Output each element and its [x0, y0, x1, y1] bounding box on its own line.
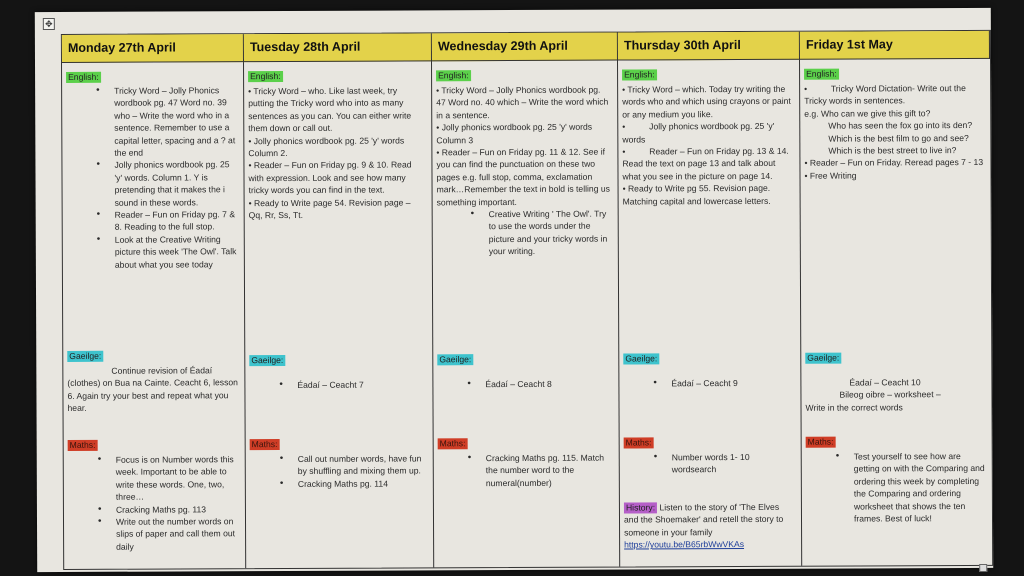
- maths-section: [68, 438, 239, 553]
- gaeilge-section: [623, 352, 794, 390]
- table-resize-handle-icon[interactable]: [979, 564, 987, 572]
- maths-section: [250, 437, 427, 490]
- list-item: • Éadaí – Ceacht 7: [249, 378, 426, 391]
- list-item: • Cracking Maths pg. 115. Match the number word to the numeral(number): [438, 452, 613, 490]
- list-item: • Focus is on Number words this week. Important to be able to write these words. One, two, three…: [68, 453, 239, 503]
- english-line: • Tricky Word – Jolly Phonics wordbook pg. 47 Word no. 40 which – Write the word which in a sentence.: [436, 84, 609, 121]
- header-monday: Monday 27th April: [62, 34, 244, 63]
- english-line: • Tricky Word Dictation- Write out the Tricky words in sentences.: [804, 83, 969, 107]
- list-item: • Creative Writing ' The Owl'. Try to use the words under the picture and your tricky words in your writing.: [441, 208, 612, 258]
- history-section: [624, 501, 795, 551]
- gaeilge-section: [437, 353, 612, 391]
- english-section: [436, 69, 612, 258]
- list-item: • Look at the Creative Writing picture this week 'The Owl'. Talk about what you see today: [67, 233, 238, 271]
- english-label: English:: [248, 71, 283, 82]
- gaeilge-section: [67, 349, 238, 414]
- english-label: English:: [436, 70, 471, 81]
- list-item: • Cracking Maths pg. 113: [68, 503, 239, 516]
- maths-label: Maths:: [68, 440, 98, 451]
- gaeilge-section: [249, 353, 426, 391]
- english-line: • Reader – Fun on Friday. Reread pages 7 - 13: [804, 157, 984, 169]
- header-wednesday: Wednesday 29th April: [432, 33, 618, 62]
- english-line: • Jolly phonics wordbook pg. 25 'y' words: [622, 121, 777, 145]
- english-section: [248, 69, 426, 221]
- english-label: English:: [622, 69, 657, 80]
- gaeilge-line: Write in the correct words: [805, 402, 903, 413]
- list-item: • Éadaí – Ceacht 9: [623, 377, 794, 390]
- maths-label: Maths:: [806, 437, 836, 448]
- english-section: [622, 68, 794, 208]
- english-line: • Reader – Fun on Friday pg. 9 & 10. Read with expression. Look and see how many tricky words you can find in the text.: [248, 159, 412, 196]
- list-item: • Cracking Maths pg. 114: [250, 477, 427, 490]
- youtube-link[interactable]: https://youtu.be/B65rbWwVKAs: [624, 539, 745, 550]
- header-thursday: Thursday 30th April: [618, 32, 800, 61]
- column-friday: [800, 59, 992, 566]
- english-line: • Tricky Word – which. Today try writing the words who and which using crayons or paint or any medium you like.: [622, 83, 791, 120]
- column-monday: [62, 62, 246, 569]
- english-label: English:: [66, 72, 101, 83]
- list-item: • Reader – Fun on Friday pg. 7 & 8. Reading to the full stop.: [67, 208, 238, 234]
- english-line: Which is the best film to go and see?: [828, 132, 969, 144]
- english-line: • Reader – Fun on Friday pg. 13 & 14. Read the text on page 13 and talk about what you see in the picture on page 14.: [622, 145, 792, 182]
- english-line: Who has seen the fox go into its den?: [828, 120, 973, 131]
- english-line: • Ready to Write pg 55. Revision page. Matching capital and lowercase letters.: [622, 183, 771, 207]
- gaeilge-section: [805, 351, 985, 414]
- list-item: • Write out the number words on slips of paper and call them out daily: [68, 515, 239, 553]
- history-label: History:: [624, 502, 657, 513]
- gaeilge-text: Continue revision of Éadaí (clothes) on Bua na Cainte. Ceacht 6, lesson 6. Again try your best and repeat what you hear.: [67, 365, 238, 414]
- english-line: Which is the best street to live in?: [828, 145, 957, 156]
- list-item: • Éadaí – Ceacht 8: [437, 378, 612, 391]
- gaeilge-label: Gaeilge:: [437, 354, 473, 365]
- list-item: • Tricky Word – Jolly Phonics wordbook pg. 47 Word no. 39 who – Write the word who in a sentence. Remember to use a capital letter, spacing and a ? at the end: [66, 84, 237, 159]
- english-line: • Ready to Write page 54. Revision page – Qq, Rr, Ss, Tt.: [248, 197, 411, 221]
- gaeilge-label: Gaeilge:: [805, 353, 841, 364]
- gaeilge-label: Gaeilge:: [67, 351, 103, 362]
- maths-label: Maths:: [438, 438, 468, 449]
- column-wednesday: [432, 61, 620, 568]
- list-item: • Number words 1- 10 wordsearch: [624, 451, 795, 477]
- history-text: Listen to the story of 'The Elves and the Shoemaker' and retell the story to someone in your family: [623, 501, 784, 538]
- document-page: [35, 8, 993, 572]
- english-line: e.g. Who can we give this gift to?: [804, 107, 931, 119]
- gaeilge-label: Gaeilge:: [249, 355, 285, 366]
- english-line: • Tricky Word – who. Like last week, try putting the Tricky word who into as many sentences as you can. You can either write them down or call out.: [248, 85, 412, 134]
- english-label: English:: [804, 69, 839, 80]
- maths-label: Maths:: [624, 437, 654, 448]
- column-thursday: [618, 60, 802, 567]
- gaeilge-line: Bileog oibre – worksheet –: [839, 389, 941, 400]
- list-item: • Call out number words, have fun by shuffling and mixing them up.: [250, 452, 427, 478]
- header-tuesday: Tuesday 28th April: [244, 33, 432, 62]
- english-line: • Jolly phonics wordbook pg. 25 'y' words Column 3: [436, 121, 593, 145]
- table-move-handle-icon[interactable]: ✥: [43, 18, 55, 30]
- english-section: [66, 70, 238, 271]
- maths-section: [806, 435, 986, 525]
- english-line: • Free Writing: [804, 170, 857, 181]
- english-line: • Reader – Fun on Friday pg. 11 & 12. See if you can find the punctuation on these two pages e.g. full stop, comma, exclamation mark…Remember the text in bold is telling us something important.: [436, 146, 610, 207]
- column-tuesday: [244, 61, 434, 568]
- list-item: • Test yourself to see how are getting on with the Comparing and ordering this week by completing the Comparing and ordering worksheet that shows the ten frames. Best of luck!: [806, 450, 986, 525]
- gaeilge-label: Gaeilge:: [623, 353, 659, 364]
- gaeilge-line: Éadaí – Ceacht 10: [849, 377, 921, 388]
- maths-section: [438, 437, 613, 490]
- english-section: [804, 67, 984, 182]
- list-item: • Jolly phonics wordbook pg. 25 'y' words. Column 1. Y is pretending that it makes the i sound in these words.: [66, 159, 237, 209]
- maths-label: Maths:: [250, 439, 280, 450]
- english-line: • Jolly phonics wordbook pg. 25 'y' words Column 2.: [248, 135, 405, 159]
- weekly-plan-table: [61, 30, 993, 570]
- header-friday: Friday 1st May: [800, 31, 990, 60]
- maths-section: [624, 436, 795, 477]
